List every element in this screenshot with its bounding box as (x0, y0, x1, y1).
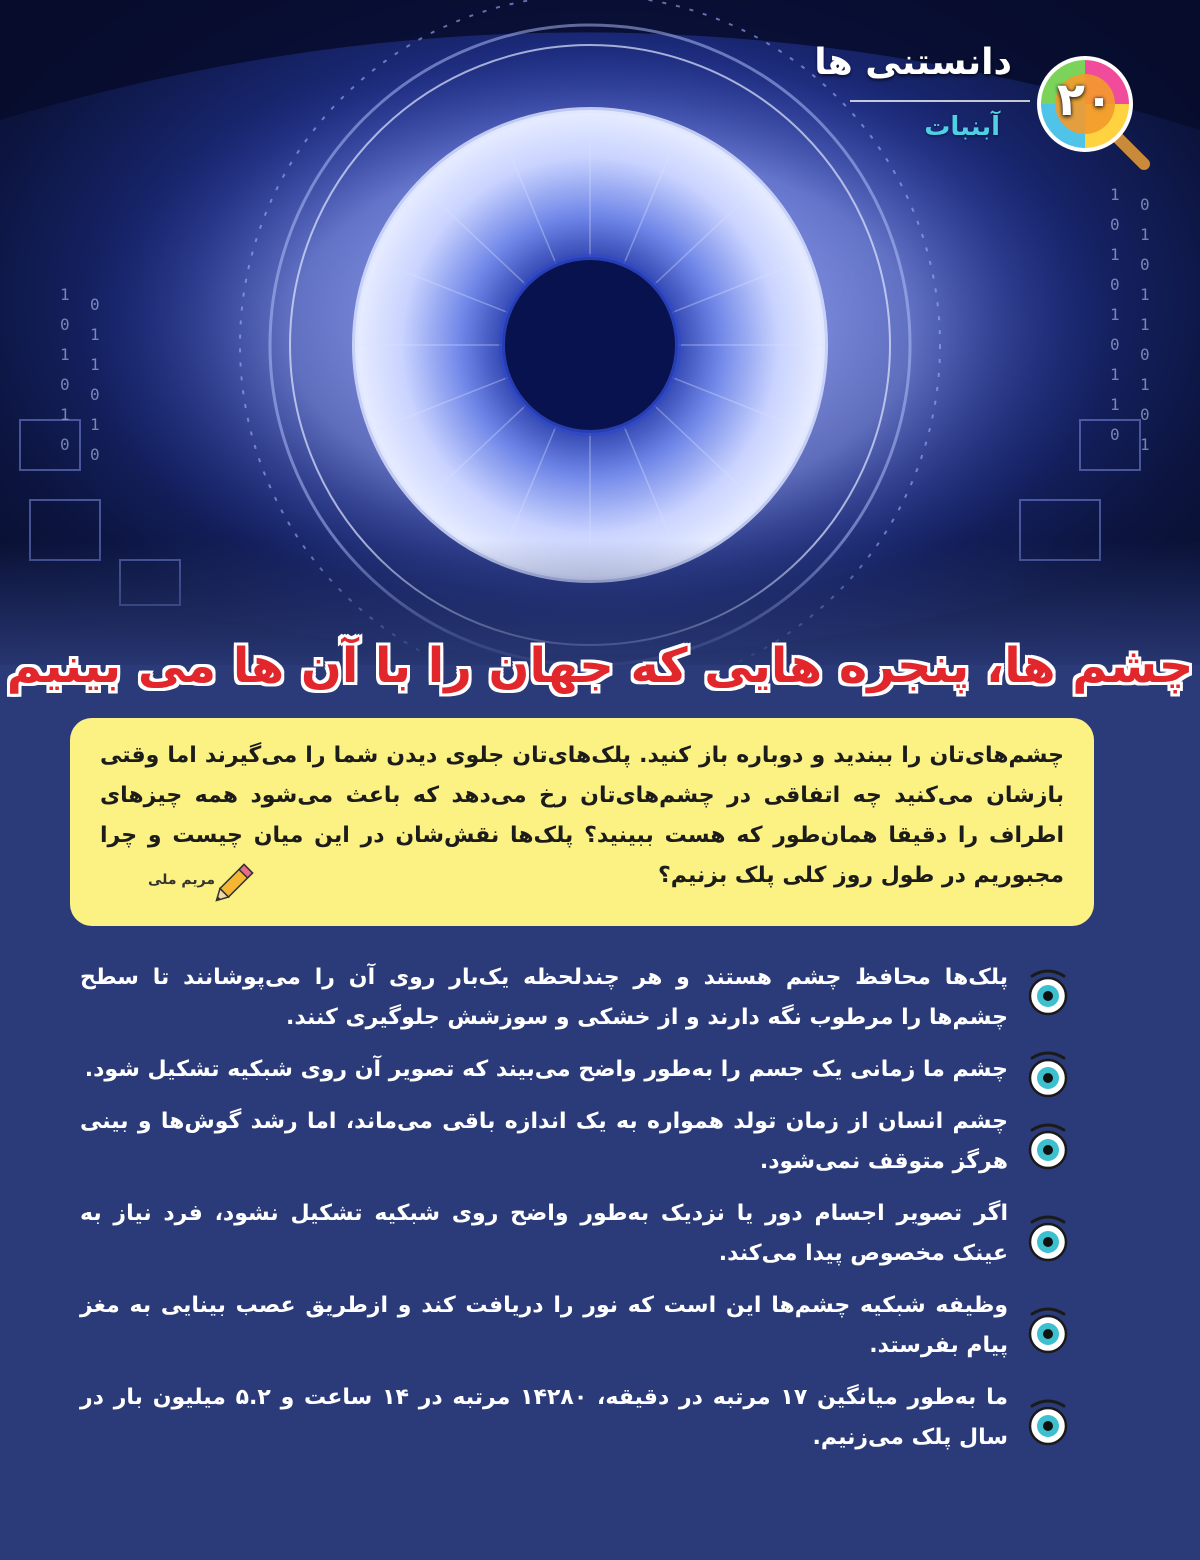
svg-text:1: 1 (60, 345, 70, 364)
svg-text:1: 1 (90, 355, 100, 374)
fact-item (80, 1378, 1080, 1458)
eye-icon (1024, 968, 1072, 1016)
fact-item (80, 1102, 1080, 1182)
svg-text:1: 1 (1110, 305, 1120, 324)
svg-text:1: 1 (60, 405, 70, 424)
svg-text:1: 1 (1110, 185, 1120, 204)
fact-item (80, 1286, 1080, 1366)
section-title: دانستنی ها (814, 42, 1012, 83)
svg-text:1: 1 (1140, 225, 1150, 244)
eye-icon (1024, 1050, 1072, 1098)
fact-item (80, 958, 1080, 1038)
svg-text:0: 0 (60, 375, 70, 394)
svg-text:0: 0 (1110, 275, 1120, 294)
fact-text: پلک‌ها محافظ چشم هستند و هر چندلحظه یک‌بار روی آن را می‌پوشانند تا سطح چشم‌ها را مرطوب نگه دارند و از خشکی و سوزشش جلوگیری کنند. (80, 965, 1008, 1030)
eye-icon (1024, 1214, 1072, 1262)
eye-icon (1024, 1398, 1072, 1446)
svg-text:0: 0 (90, 385, 100, 404)
header-divider (850, 100, 1030, 102)
svg-text:1: 1 (1140, 375, 1150, 394)
article-title: چشم ها، پنجره هایی که جهان را با آن ها می بینیم (6, 638, 1194, 694)
svg-text:1: 1 (90, 415, 100, 434)
svg-text:1: 1 (60, 285, 70, 304)
svg-text:0: 0 (60, 315, 70, 334)
svg-text:0: 0 (1110, 425, 1120, 444)
author-name: مریم ملی (148, 872, 216, 888)
intro-text: چشم‌های‌تان را ببندید و دوباره باز کنید. پلک‌های‌تان جلوی دیدن شما را می‌گیرند اما وقتی بازشان می‌کنید چه اتفاقی در چشم‌های‌تان رخ می‌دهد که باعث می‌شود همه چیزهای اطراف را دقیقا همان‌طور که هست ببینید؟ پلک‌ها نقش‌شان در این میان چیست و چرا مجبوریم در طول روز کلی پلک بزنیم؟ (100, 743, 1064, 888)
eye-icon (1024, 1122, 1072, 1170)
svg-text:0: 0 (90, 295, 100, 314)
svg-text:1: 1 (1110, 365, 1120, 384)
fact-text: اگر تصویر اجسام دور یا نزدیک به‌طور واضح روی شبکیه تشکیل نشود، فرد نیاز به عینک مخصوص پیدا می‌کند. (80, 1201, 1008, 1266)
facts-list (80, 958, 1080, 1458)
svg-text:0: 0 (1140, 345, 1150, 364)
fact-text: چشم انسان از زمان تولد همواره به یک اندازه باقی می‌ماند، اما رشد گوش‌ها و بینی هرگز متوقف نمی‌شود. (80, 1109, 1008, 1174)
svg-text:1: 1 (1140, 435, 1150, 454)
svg-text:0: 0 (60, 435, 70, 454)
svg-text:0: 0 (90, 445, 100, 464)
fact-item (80, 1050, 1080, 1090)
fact-text: ما به‌طور میانگین ۱۷ مرتبه در دقیقه، ۱۴۲۸۰ مرتبه در ۱۴ ساعت و ۵.۲ میلیون بار در سال پلک می‌زنیم. (80, 1385, 1008, 1450)
pencil-icon (208, 860, 256, 910)
fact-text: وظیفه شبکیه چشم‌ها این است که نور را دریافت کند و ازطریق عصب بینایی به مغز پیام بفرستد. (80, 1293, 1008, 1358)
svg-text:0: 0 (1140, 195, 1150, 214)
fact-text: چشم ما زمانی یک جسم را به‌طور واضح می‌بیند که تصویر آن روی شبکیه تشکیل شود. (84, 1057, 1008, 1082)
page-number: ۲۰ (1056, 72, 1114, 126)
svg-text:0: 0 (1140, 255, 1150, 274)
svg-text:1: 1 (1140, 285, 1150, 304)
svg-text:1: 1 (1140, 315, 1150, 334)
svg-text:0: 0 (1110, 335, 1120, 354)
svg-text:1: 1 (90, 325, 100, 344)
brand-name: آبنبات (924, 112, 1000, 142)
svg-text:0: 0 (1140, 405, 1150, 424)
eye-icon (1024, 1306, 1072, 1354)
svg-text:1: 1 (1110, 245, 1120, 264)
svg-text:1: 1 (1110, 395, 1120, 414)
fact-item (80, 1194, 1080, 1274)
svg-text:0: 0 (1110, 215, 1120, 234)
